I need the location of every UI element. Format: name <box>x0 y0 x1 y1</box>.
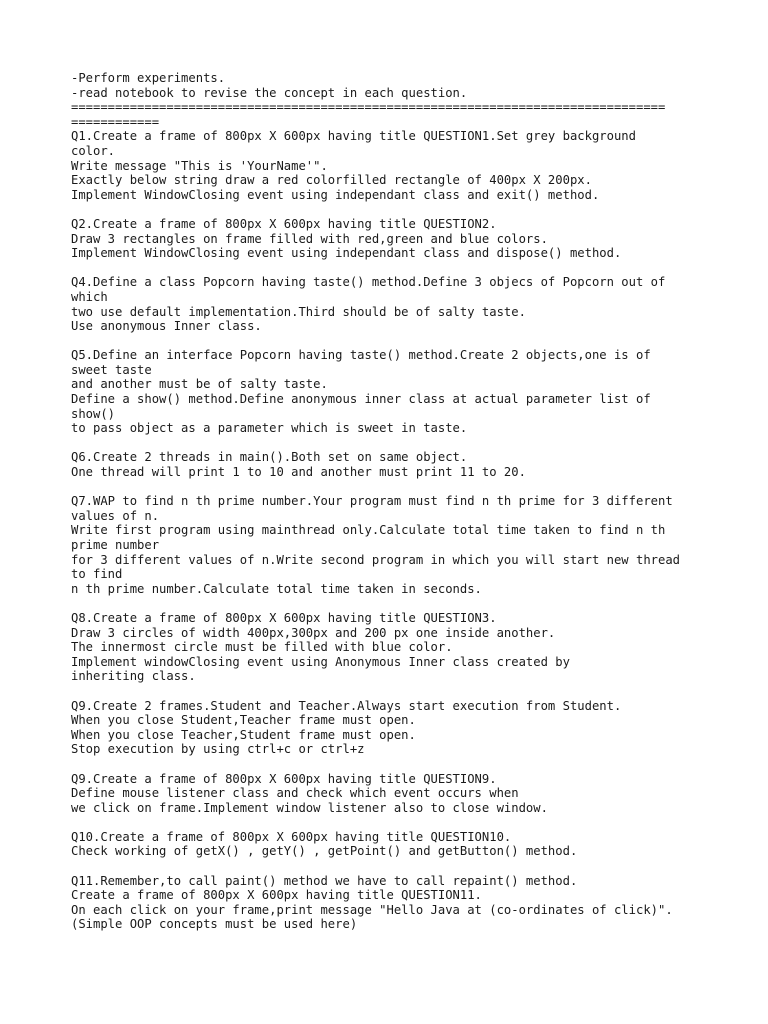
question-line: color. <box>71 143 116 158</box>
intro-block <box>71 71 711 100</box>
question-block <box>71 129 711 202</box>
question-line: sweet taste <box>71 362 152 377</box>
question-line: Q4.Define a class Popcorn having taste() method.Define 3 objecs of Popcorn out of <box>71 275 666 290</box>
question-block <box>71 275 711 333</box>
intro-line: -read notebook to revise the concept in each question. <box>71 85 468 100</box>
question-block <box>71 874 711 932</box>
question-block <box>71 830 711 859</box>
question-line: Q6.Create 2 threads in main().Both set on same object. <box>71 450 468 465</box>
question-block <box>71 348 711 436</box>
question-line: to pass object as a parameter which is sweet in taste. <box>71 421 468 436</box>
separator-line: ============ <box>71 114 160 129</box>
question-line: inheriting class. <box>71 669 196 684</box>
blank-line <box>71 202 711 217</box>
question-line: Exactly below string draw a red colorfilled rectangle of 400px X 200px. <box>71 173 592 188</box>
question-block <box>71 217 711 261</box>
question-line: Create a frame of 800px X 600px having title QUESTION11. <box>71 888 482 903</box>
question-line: Q5.Define an interface Popcorn having taste() method.Create 2 objects,one is of <box>71 348 651 363</box>
question-line: Q7.WAP to find n th prime number.Your program must find n th prime for 3 different <box>71 494 673 509</box>
question-line: Q9.Create 2 frames.Student and Teacher.Always start execution from Student. <box>71 698 622 713</box>
separator-line: ================================================================================= <box>71 100 666 115</box>
question-line: show() <box>71 406 116 421</box>
question-line: Define mouse listener class and check which event occurs when <box>71 786 519 801</box>
question-line: Stop execution by using ctrl+c or ctrl+z <box>71 742 365 757</box>
question-line: for 3 different values of n.Write second program in which you will start new thread <box>71 552 681 567</box>
question-block <box>71 450 711 479</box>
question-line: which <box>71 289 108 304</box>
question-line: On each click on your frame,print message "Hello Java at (co-ordinates of click)". <box>71 902 673 917</box>
question-line: values of n. <box>71 508 160 523</box>
question-line: Write message "This is 'YourName'". <box>71 158 328 173</box>
question-line: n th prime number.Calculate total time taken in seconds. <box>71 581 482 596</box>
question-line: two use default implementation.Third should be of salty taste. <box>71 304 526 319</box>
question-line: Use anonymous Inner class. <box>71 319 262 334</box>
question-line: Q10.Create a frame of 800px X 600px having title QUESTION10. <box>71 829 512 844</box>
question-block <box>71 494 711 596</box>
question-line: One thread will print 1 to 10 and another must print 11 to 20. <box>71 465 526 480</box>
question-block <box>71 699 711 757</box>
question-block <box>71 772 711 816</box>
separator <box>71 100 711 129</box>
blank-line <box>71 261 711 276</box>
question-line: Q8.Create a frame of 800px X 600px having title QUESTION3. <box>71 610 497 625</box>
question-line: The innermost circle must be filled with blue color. <box>71 640 453 655</box>
blank-line <box>71 334 711 349</box>
question-line: Q1.Create a frame of 800px X 600px having title QUESTION1.Set grey background <box>71 129 636 144</box>
question-line: Check working of getX() , getY() , getPoint() and getButton() method. <box>71 844 578 859</box>
question-list <box>71 129 711 932</box>
blank-line <box>71 480 711 495</box>
question-line: Implement WindowClosing event using independant class and dispose() method. <box>71 246 622 261</box>
question-line: Implement WindowClosing event using independant class and exit() method. <box>71 187 600 202</box>
blank-line <box>71 757 711 772</box>
question-line: When you close Teacher,Student frame must open. <box>71 727 416 742</box>
document-page <box>71 71 711 932</box>
blank-line <box>71 596 711 611</box>
question-line: Q9.Create a frame of 800px X 600px having title QUESTION9. <box>71 771 497 786</box>
question-line: Q2.Create a frame of 800px X 600px having title QUESTION2. <box>71 216 497 231</box>
blank-line <box>71 684 711 699</box>
question-line: Q11.Remember,to call paint() method we have to call repaint() method. <box>71 873 578 888</box>
question-line: and another must be of salty taste. <box>71 377 328 392</box>
question-line: we click on frame.Implement window listener also to close window. <box>71 800 548 815</box>
question-line: (Simple OOP concepts must be used here) <box>71 917 358 932</box>
blank-line <box>71 859 711 874</box>
question-line: Implement windowClosing event using Anonymous Inner class created by <box>71 654 570 669</box>
question-line: to find <box>71 567 123 582</box>
question-line: prime number <box>71 538 160 552</box>
question-line: Write first program using mainthread only.Calculate total time taken to find n th <box>71 523 666 538</box>
question-line: When you close Student,Teacher frame must open. <box>71 713 416 728</box>
question-block <box>71 611 711 684</box>
question-line: Draw 3 circles of width 400px,300px and 200 px one inside another. <box>71 625 556 640</box>
question-line: Draw 3 rectangles on frame filled with red,green and blue colors. <box>71 231 548 246</box>
intro-line: -Perform experiments. <box>71 71 226 85</box>
question-line: Define a show() method.Define anonymous inner class at actual parameter list of <box>71 392 651 407</box>
blank-line <box>71 436 711 451</box>
blank-line <box>71 815 711 830</box>
